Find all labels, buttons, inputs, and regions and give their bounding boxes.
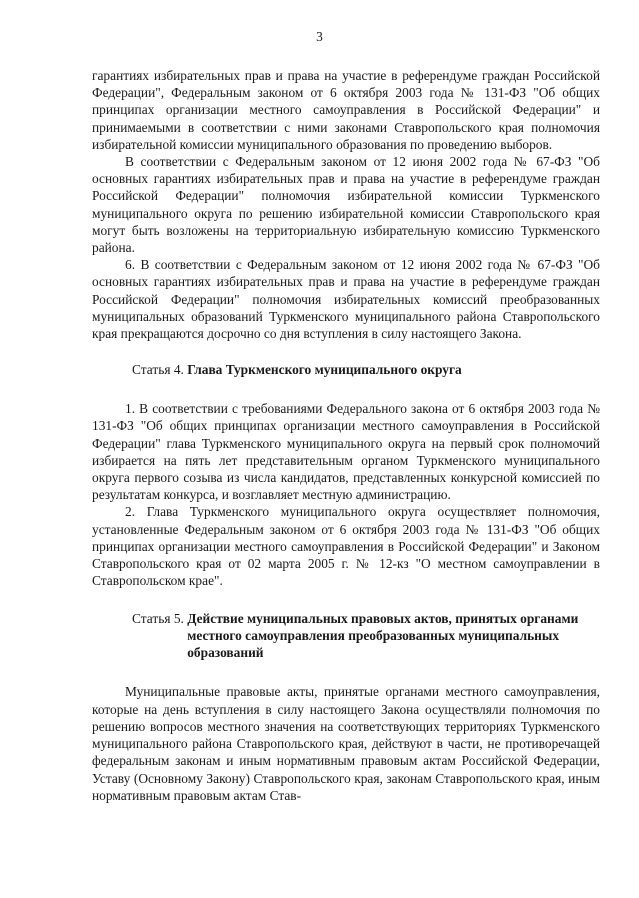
paragraph-article-4-item-2: 2. Глава Туркменского муниципального округа осуществляет полномочия, установленные Федеральным законом от 6 октября 2003 года № 131-ФЗ "Об общих принципах организации местного самоуправления в Российской Федерации" и Законом Ставропольского края от 02 марта 2005 г. № 12-кз "О местном самоуправлении в Ставропольском крае". xyxy=(92,504,600,589)
article-4-heading xyxy=(92,361,600,378)
paragraph-commission-powers: В соответствии с Федеральным законом от 12 июня 2002 года № 67-ФЗ "Об основных гарантиях избирательных прав и права на участие в референдуме граждан Российской Федерации" полномочия избирательной комиссии Туркменского муниципального округа по решению избирательной комиссии Ставропольского края могут быть возложены на территориальную избирательную комиссию Туркменского района. xyxy=(92,154,600,256)
paragraph-6-commission-termination: 6. В соответствии с Федеральным законом от 12 июня 2002 года № 67-ФЗ "Об основных гарантиях избирательных прав и права на участие в референдуме граждан Российской Федерации" полномочия избирательных комиссий преобразованных муниципальных образований Туркменского муниципального района Ставропольского края прекращаются досрочно со дня вступления в силу настоящего Закона. xyxy=(92,257,600,342)
article-4-title: Глава Туркменского муниципального округа xyxy=(187,362,462,378)
paragraph-electoral-powers: гарантиях избирательных прав и права на участие в референдуме граждан Российской Федерации", Федеральным законом от 6 октября 2003 года № 131-ФЗ "Об общих принципах организации местного самоуправления в Российской Федерации" и принимаемыми в соответствии с ними законами Ставропольского края полномочия избирательной комиссии муниципального образования по проведению выборов. xyxy=(92,68,600,152)
article-5-heading xyxy=(92,610,600,661)
paragraph-article-4-item-1: 1. В соответствии с требованиями Федерального закона от 6 октября 2003 года № 131-ФЗ "Об общих принципах организации местного самоуправления в Российской Федерации" глава Туркменского муниципального округа на первый срок полномочий избирается на пять лет представительным органом Туркменского муниципального округа первого созыва из числа кандидатов, представленных конкурсной комиссией по результатам конкурса, и возглавляет местную администрацию. xyxy=(92,401,600,503)
page-number: 3 xyxy=(316,29,323,44)
article-4-label: Статья 4. xyxy=(132,362,188,378)
paragraph-article-5: Муниципальные правовые акты, принятые органами местного самоуправления, которые на день вступления в силу настоящего Закона осуществляли полномочия по решению вопросов местного значения на соответствующих территориях Туркменского муниципального района Ставропольского края, действуют в части, не противоречащей федеральным законам и иным нормативным правовым актам Российской Федерации, Уставу (Основному Закону) Ставропольского края, законам Ставропольского края, иным нормативным правовым актам Став- xyxy=(92,684,600,803)
document-body xyxy=(92,67,600,804)
article-5-label: Статья 5. xyxy=(132,611,188,627)
article-5-title: Действие муниципальных правовых актов, принятых органами местного самоуправления преобразованных муниципальных образований xyxy=(187,611,579,661)
